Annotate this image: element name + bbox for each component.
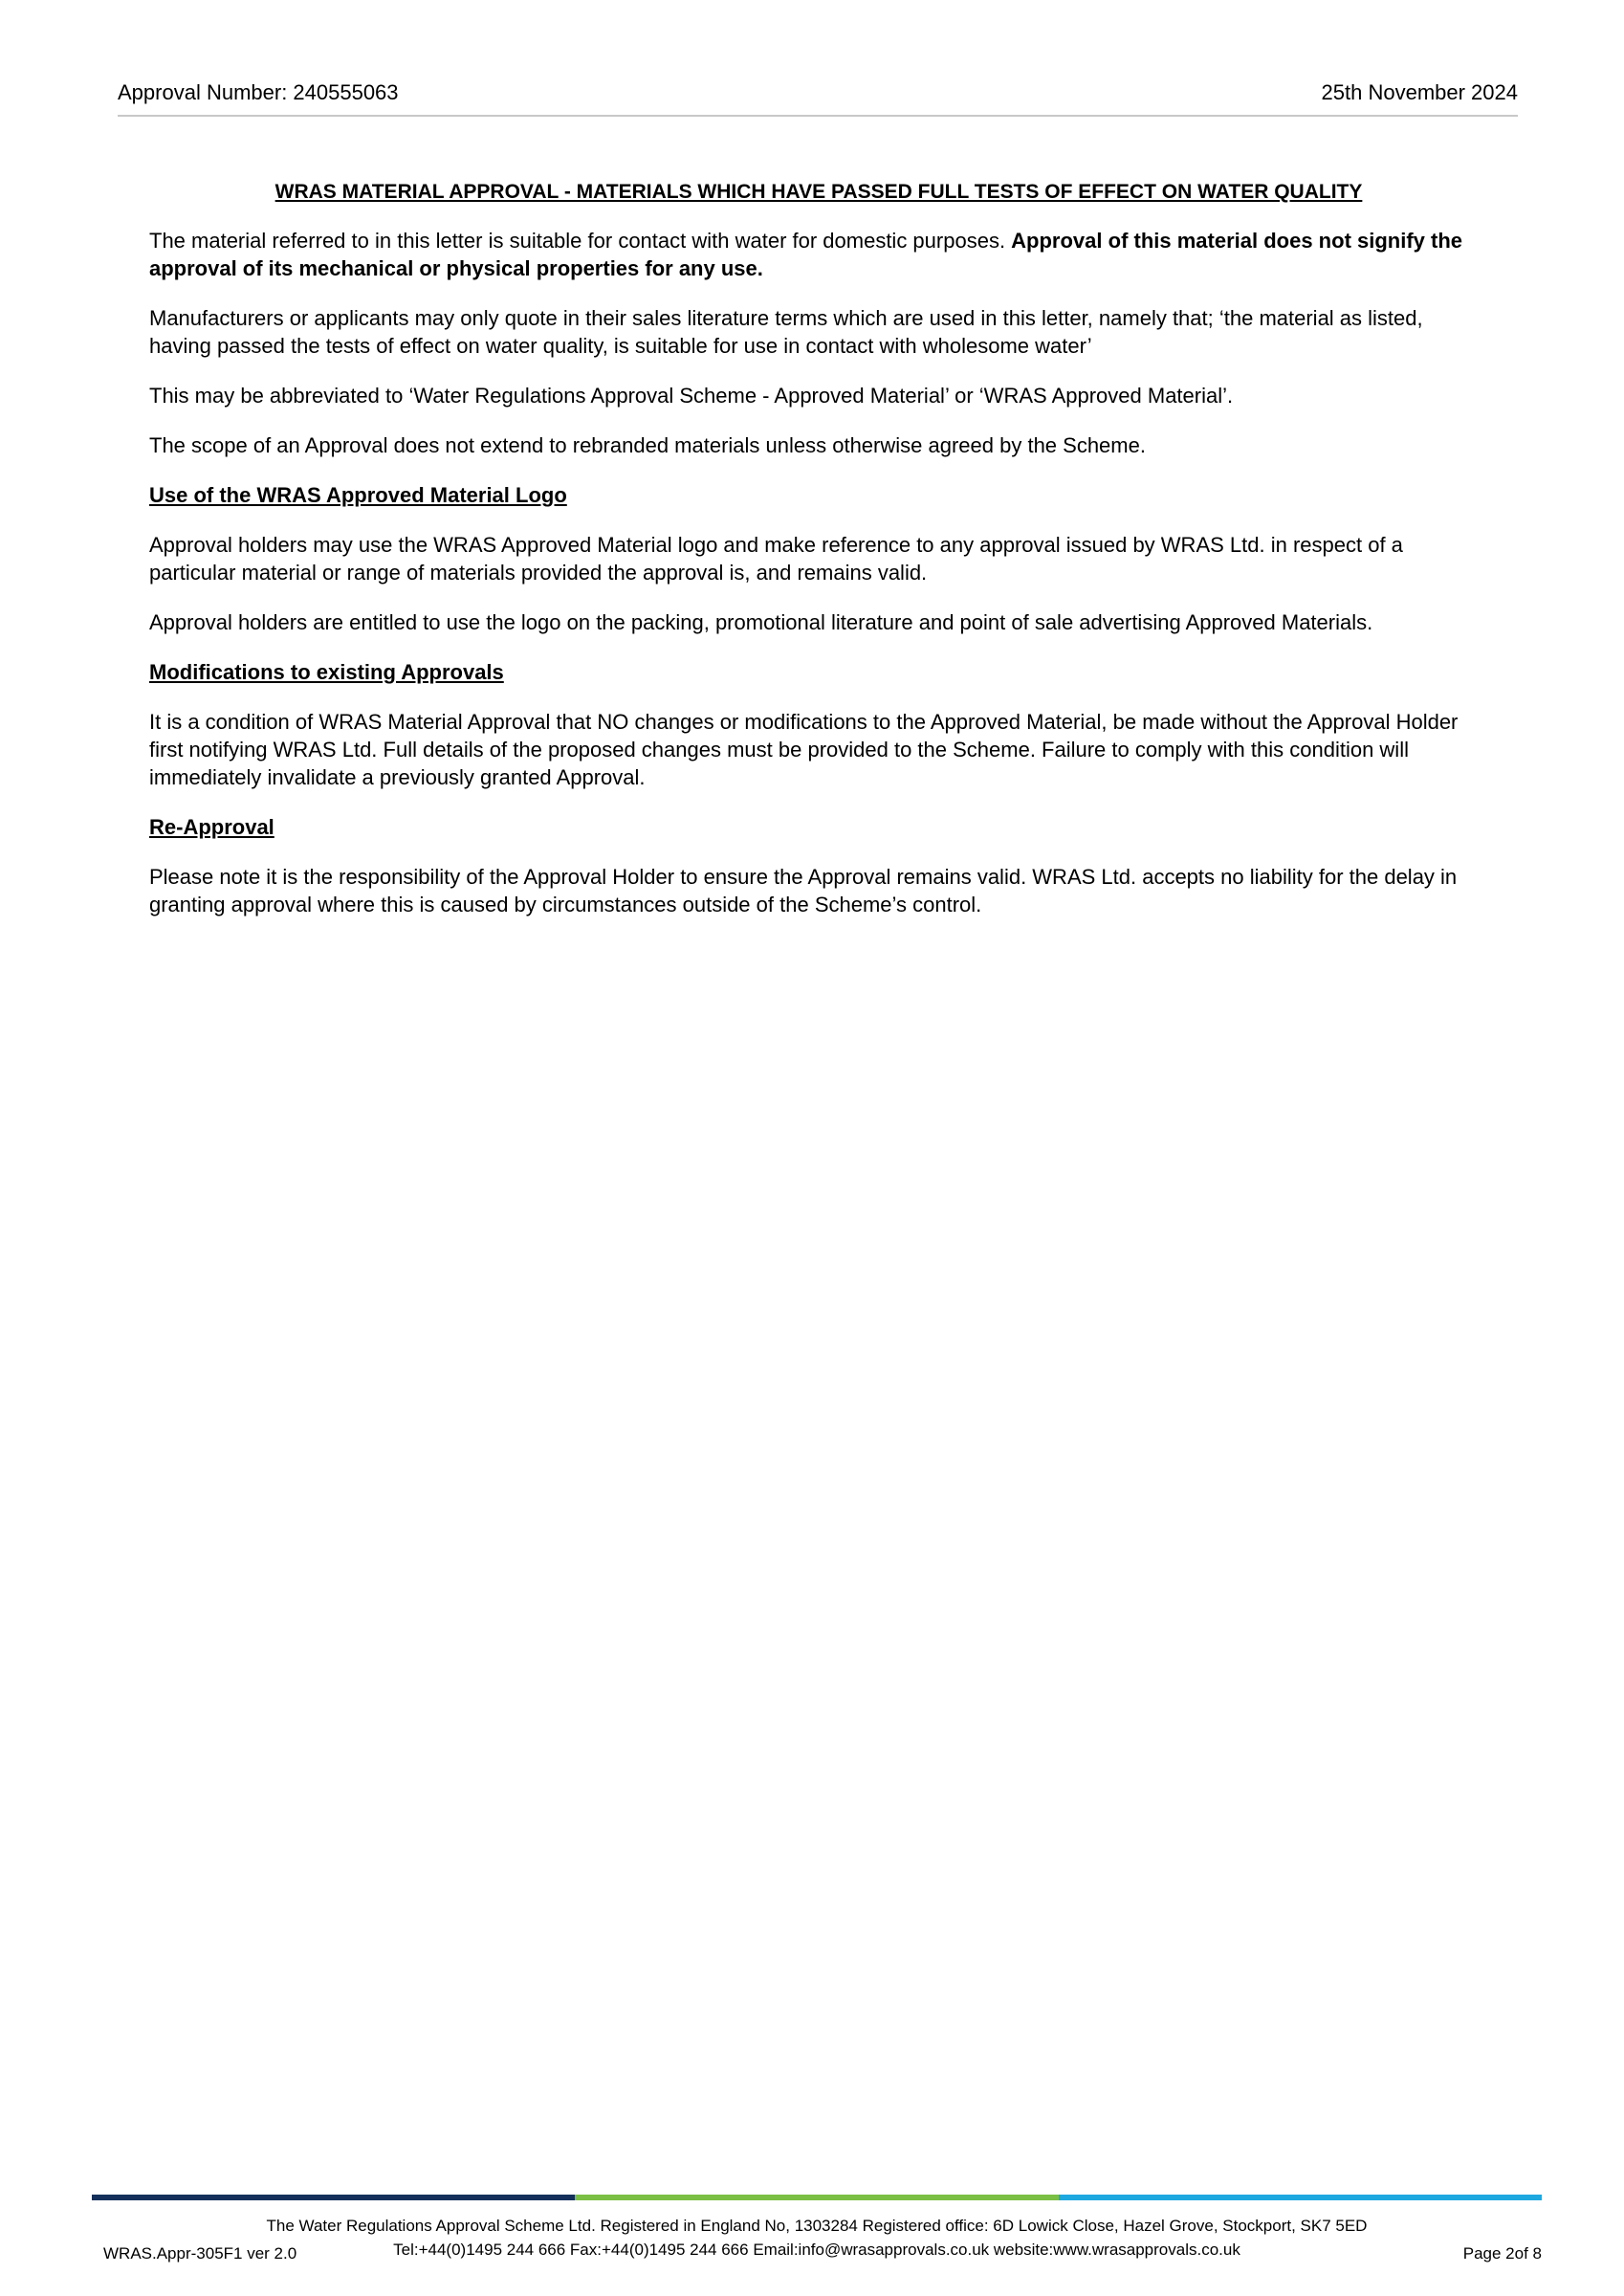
abbreviation-paragraph: This may be abbreviated to ‘Water Regulations Approval Scheme - Approved Material’ or ‘WRAS Approved Material’. [149, 384, 1234, 408]
intro-paragraph [149, 227, 1488, 282]
letter-date: 25th November 2024 [1321, 80, 1518, 104]
intro-bold-text: Approval of this material does not signify the approval of its mechanical or physical properties for any use. [149, 229, 1463, 280]
scope-paragraph: The scope of an Approval does not extend to rebranded materials unless otherwise agreed by the Scheme. [149, 433, 1146, 457]
page-header [118, 77, 1518, 117]
footer-registration-line: The Water Regulations Approval Scheme Ltd. Registered in England No, 1303284 Registered office: 6D Lowick Close, Hazel Grove, Stockport, SK7 5ED [266, 2217, 1368, 2235]
document-title: WRAS MATERIAL APPROVAL - MATERIALS WHICH HAVE PASSED FULL TESTS OF EFFECT ON WATER QUALITY [274, 181, 1363, 203]
logo-paragraph-1: Approval holders may use the WRAS Approved Material logo and make reference to any approval issued by WRAS Ltd. in respect of a particular material or range of materials provided the approval is, and remains valid. [149, 533, 1403, 585]
logo-section-heading: Use of the WRAS Approved Material Logo [149, 483, 567, 507]
document-body [149, 180, 1488, 940]
reapproval-paragraph: Please note it is the responsibility of the Approval Holder to ensure the Approval remains valid. WRAS Ltd. accepts no liability for the delay in granting approval where this is caused by circumstances outside of the Scheme’s control. [149, 865, 1458, 916]
footer-contact-line: Tel:+44(0)1495 244 666 Fax:+44(0)1495 244 666 Email:info@wrasapprovals.co.uk website:www.wrasapprovals.co.uk [393, 2241, 1240, 2259]
intro-text: The material referred to in this letter is suitable for contact with water for domestic purposes. [149, 229, 1012, 253]
footer-color-bar [92, 2195, 1542, 2200]
footer-registration-text [92, 2214, 1542, 2262]
form-reference: WRAS.Appr-305F1 ver 2.0 [103, 2244, 297, 2263]
footer-bar-navy-segment [92, 2195, 575, 2200]
approval-number: Approval Number: 240555063 [118, 80, 399, 104]
quote-paragraph: Manufacturers or applicants may only quote in their sales literature terms which are used in this letter, namely that; ‘the material as listed, having passed the tests of effect on water quality, is suitable for use in contact with wholesome water’ [149, 306, 1423, 358]
footer-bar-green-segment [575, 2195, 1058, 2200]
reapproval-section-heading: Re-Approval [149, 815, 274, 839]
footer-bar-blue-segment [1059, 2195, 1542, 2200]
modifications-paragraph: It is a condition of WRAS Material Approval that NO changes or modifications to the Approved Material, be made without the Approval Holder first notifying WRAS Ltd. Full details of the proposed changes must be provided to the Scheme. Failure to comply with this condition will immediately invalidate a previously granted Approval. [149, 710, 1459, 789]
page-number: Page 2of 8 [1462, 2244, 1542, 2263]
modifications-section-heading: Modifications to existing Approvals [149, 660, 504, 684]
logo-paragraph-2: Approval holders are entitled to use the logo on the packing, promotional literature and point of sale advertising Approved Materials. [149, 610, 1373, 634]
